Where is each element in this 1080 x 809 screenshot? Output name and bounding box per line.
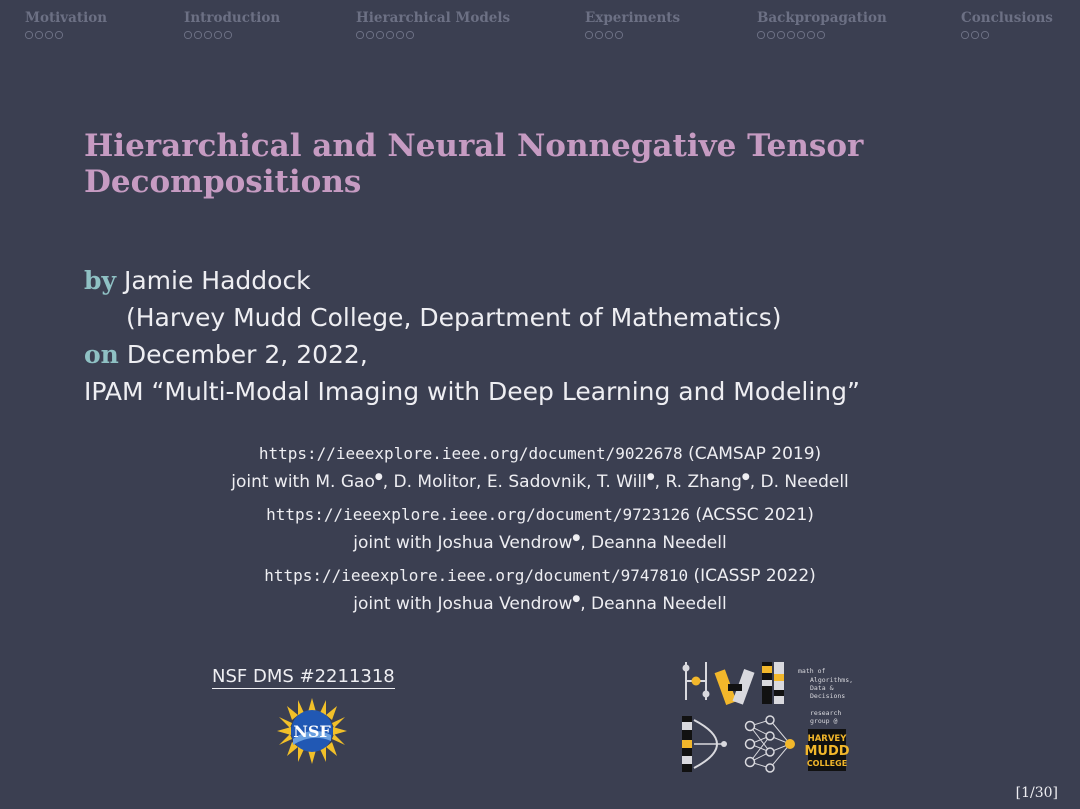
student-mark: ●: [646, 472, 655, 482]
reference-link[interactable]: https://ieeexplore.ieee.org/document/9747810: [264, 566, 689, 585]
nsf-logo: [276, 697, 348, 769]
frame-dot[interactable]: [797, 31, 805, 39]
nav-section-label[interactable]: Backpropagation: [757, 10, 887, 26]
reference-venue: (ICASSP 2022): [693, 566, 816, 586]
reference-link[interactable]: https://ieeexplore.ieee.org/document/9022678: [258, 444, 683, 463]
frame-dot[interactable]: [585, 31, 593, 39]
frame-dot[interactable]: [224, 31, 232, 39]
coauthor: Deanna Needell: [591, 594, 727, 614]
nav-section-conclusions[interactable]: [961, 10, 1053, 39]
coauthor: M. Gao: [315, 472, 375, 492]
coauthor: T. Will: [596, 472, 647, 492]
nav-section-introduction[interactable]: [184, 10, 280, 39]
coauthor: E. Sadovnik: [486, 472, 587, 492]
college-text-line: MUDD: [804, 744, 850, 759]
student-mark: ●: [572, 594, 581, 604]
nav-frame-dots[interactable]: [585, 31, 680, 39]
joint-with-label: joint with: [353, 533, 433, 553]
slide-title-line-1: Hierarchical and Neural Nonnegative Tensor: [84, 128, 864, 164]
author-affiliation: (Harvey Mudd College, Department of Mathematics): [126, 303, 782, 332]
frame-dot[interactable]: [194, 31, 202, 39]
reference-venue: (CAMSAP 2019): [688, 444, 822, 464]
frame-dot[interactable]: [25, 31, 33, 39]
frame-dot[interactable]: [396, 31, 404, 39]
coauthor: Joshua Vendrow: [437, 594, 573, 614]
college-text-line: COLLEGE: [806, 759, 848, 768]
frame-dot[interactable]: [817, 31, 825, 39]
frame-dot[interactable]: [981, 31, 989, 39]
lab-text-line: Decisions: [810, 692, 846, 700]
coauthor: D. Molitor: [393, 472, 476, 492]
nav-section-hierarchical-models[interactable]: [356, 10, 510, 39]
research-group-logo: [680, 660, 860, 779]
frame-dot[interactable]: [757, 31, 765, 39]
frame-dot[interactable]: [184, 31, 192, 39]
coauthor: D. Needell: [760, 472, 849, 492]
byline: [84, 262, 860, 410]
reference-authors: joint with Joshua Vendrow●, Deanna Needell: [353, 533, 727, 553]
reference-link[interactable]: https://ieeexplore.ieee.org/document/9723126: [266, 505, 690, 524]
event-name: IPAM “Multi-Modal Imaging with Deep Learning and Modeling”: [84, 377, 860, 406]
page-number: [1/30]: [1015, 785, 1058, 801]
frame-dot[interactable]: [807, 31, 815, 39]
references: [140, 442, 940, 625]
nav-frame-dots[interactable]: [356, 31, 510, 39]
lab-text-line: Algorithms,: [810, 676, 854, 684]
joint-with-label: joint with: [353, 594, 433, 614]
lab-text-line: math of: [798, 667, 826, 675]
reference-item: [140, 564, 940, 616]
student-mark: ●: [374, 472, 383, 482]
reference-authors: joint with M. Gao●, D. Molitor, E. Sadovnik, T. Will●, R. Zhang●, D. Needell: [231, 472, 849, 492]
nav-section-label[interactable]: Introduction: [184, 10, 281, 26]
nav-section-experiments[interactable]: [585, 10, 680, 39]
slide-title-line-2: Decompositions: [84, 164, 362, 200]
talk-date: December 2, 2022,: [126, 340, 368, 369]
coauthor: Joshua Vendrow: [437, 533, 573, 553]
frame-dot[interactable]: [45, 31, 53, 39]
frame-dot[interactable]: [971, 31, 979, 39]
nav-frame-dots[interactable]: [961, 31, 1053, 39]
frame-dot[interactable]: [605, 31, 613, 39]
frame-dot[interactable]: [366, 31, 374, 39]
frame-dot[interactable]: [376, 31, 384, 39]
coauthor: R. Zhang: [665, 472, 742, 492]
frame-dot[interactable]: [615, 31, 623, 39]
section-navigation: [0, 0, 1080, 52]
frame-dot[interactable]: [961, 31, 969, 39]
reference-item: [140, 503, 940, 555]
student-mark: ●: [572, 533, 581, 543]
reference-venue: (ACSSC 2021): [695, 505, 814, 525]
student-mark: ●: [741, 472, 750, 482]
nsf-logo-text: NSF: [293, 722, 331, 741]
frame-dot[interactable]: [204, 31, 212, 39]
frame-dot[interactable]: [356, 31, 364, 39]
nav-section-backpropagation[interactable]: [757, 10, 887, 39]
frame-dot[interactable]: [214, 31, 222, 39]
frame-dot[interactable]: [777, 31, 785, 39]
reference-item: [140, 442, 940, 494]
college-text-line: HARVEY: [807, 734, 847, 744]
nav-section-label[interactable]: Conclusions: [961, 10, 1053, 26]
nav-section-label[interactable]: Experiments: [585, 10, 681, 26]
by-keyword: by: [84, 266, 117, 295]
frame-dot[interactable]: [35, 31, 43, 39]
nav-frame-dots[interactable]: [757, 31, 887, 39]
frame-dot[interactable]: [767, 31, 775, 39]
frame-dot[interactable]: [787, 31, 795, 39]
lab-text-line: group @: [810, 717, 838, 725]
frame-dot[interactable]: [595, 31, 603, 39]
frame-dot[interactable]: [55, 31, 63, 39]
lab-text-line: Data &: [810, 684, 834, 692]
joint-with-label: joint with: [231, 472, 310, 492]
nav-section-motivation[interactable]: [25, 10, 107, 39]
slide-title: [84, 128, 984, 200]
nav-section-label[interactable]: Hierarchical Models: [356, 10, 511, 26]
nav-section-label[interactable]: Motivation: [25, 10, 108, 26]
reference-authors: joint with Joshua Vendrow●, Deanna Needell: [353, 594, 727, 614]
coauthor: Deanna Needell: [591, 533, 727, 553]
author-name: Jamie Haddock: [123, 266, 311, 295]
lab-text-line: research: [810, 709, 842, 717]
frame-dot[interactable]: [406, 31, 414, 39]
frame-dot[interactable]: [386, 31, 394, 39]
nav-frame-dots[interactable]: [184, 31, 280, 39]
on-keyword: on: [84, 340, 119, 369]
nav-frame-dots[interactable]: [25, 31, 107, 39]
funding-link[interactable]: NSF DMS #2211318: [212, 666, 395, 687]
